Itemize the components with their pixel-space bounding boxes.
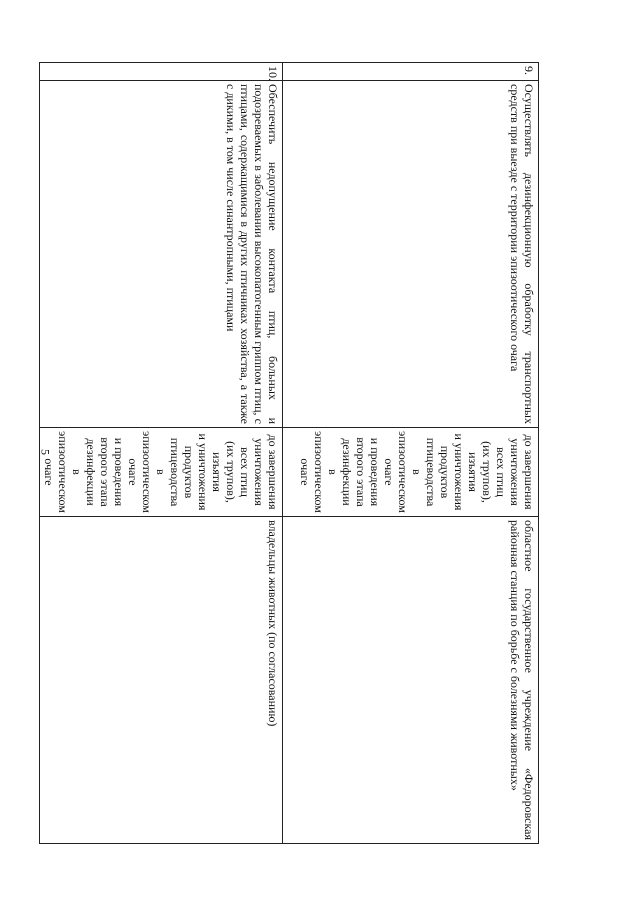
- responsible-cell: владельцы животных (по согласованию): [40, 517, 283, 844]
- term-line: второго этапа: [98, 437, 112, 507]
- term-line: в эпизоотическом: [140, 431, 168, 513]
- table-row: [283, 63, 539, 844]
- measures-table-container: [42, 62, 539, 843]
- action-cell: Обеспечить недопущение контакта птиц, больных и подозреваемых в заболевании высокопатогенным гриппом птиц, с птицами, содержащимися в других птичниках хозяйства, а также с дикими, в том числе синантропными, птицами: [40, 81, 283, 428]
- term-line: продуктов: [438, 445, 452, 499]
- term-line: (их трупов),: [224, 441, 238, 503]
- row-number: 9.: [283, 63, 539, 81]
- measures-table: [39, 62, 539, 844]
- term-line: очаге: [382, 458, 396, 486]
- term-line: и проведения: [112, 437, 126, 507]
- term-line: и уничтожения: [196, 433, 210, 511]
- term-line: в эпизоотическом: [56, 431, 84, 513]
- row-number: 10.: [40, 63, 283, 81]
- term-line: (их трупов),: [480, 441, 494, 503]
- term-line: изъятия: [466, 452, 480, 492]
- action-cell: Осуществлять дезинфекционную обработку транспортных средств при выезде с территории эпизоотического очага: [283, 81, 539, 428]
- term-line: дезинфекции: [340, 438, 354, 506]
- term-line: и уничтожения: [452, 433, 466, 511]
- term-line: дезинфекции: [84, 438, 98, 506]
- term-line: продуктов: [182, 445, 196, 499]
- term-line: очаге: [298, 458, 312, 486]
- term-line: очаге: [42, 458, 56, 486]
- term-line: уничтожения: [508, 438, 522, 506]
- term-cell: [40, 428, 283, 517]
- term-cell: [283, 428, 539, 517]
- term-line: и проведения: [368, 437, 382, 507]
- term-line: до завершения: [522, 434, 536, 510]
- table-row: [40, 63, 283, 844]
- term-line: очаге: [126, 458, 140, 486]
- term-line: птицеводства: [168, 437, 182, 507]
- term-line: птицеводства: [424, 437, 438, 507]
- term-line: в эпизоотическом: [312, 431, 340, 513]
- term-line: в эпизоотическом: [396, 431, 424, 513]
- term-line: всех птиц: [238, 447, 252, 497]
- term-line: до завершения: [266, 434, 280, 510]
- term-line: изъятия: [210, 452, 224, 492]
- term-line: второго этапа: [354, 437, 368, 507]
- term-line: уничтожения: [252, 438, 266, 506]
- term-line: всех птиц: [494, 447, 508, 497]
- responsible-cell: областное государственное учреждение «Федоровская районная станция по борьбе с болезнями животных»: [283, 517, 539, 844]
- page-number: 5: [38, 449, 53, 455]
